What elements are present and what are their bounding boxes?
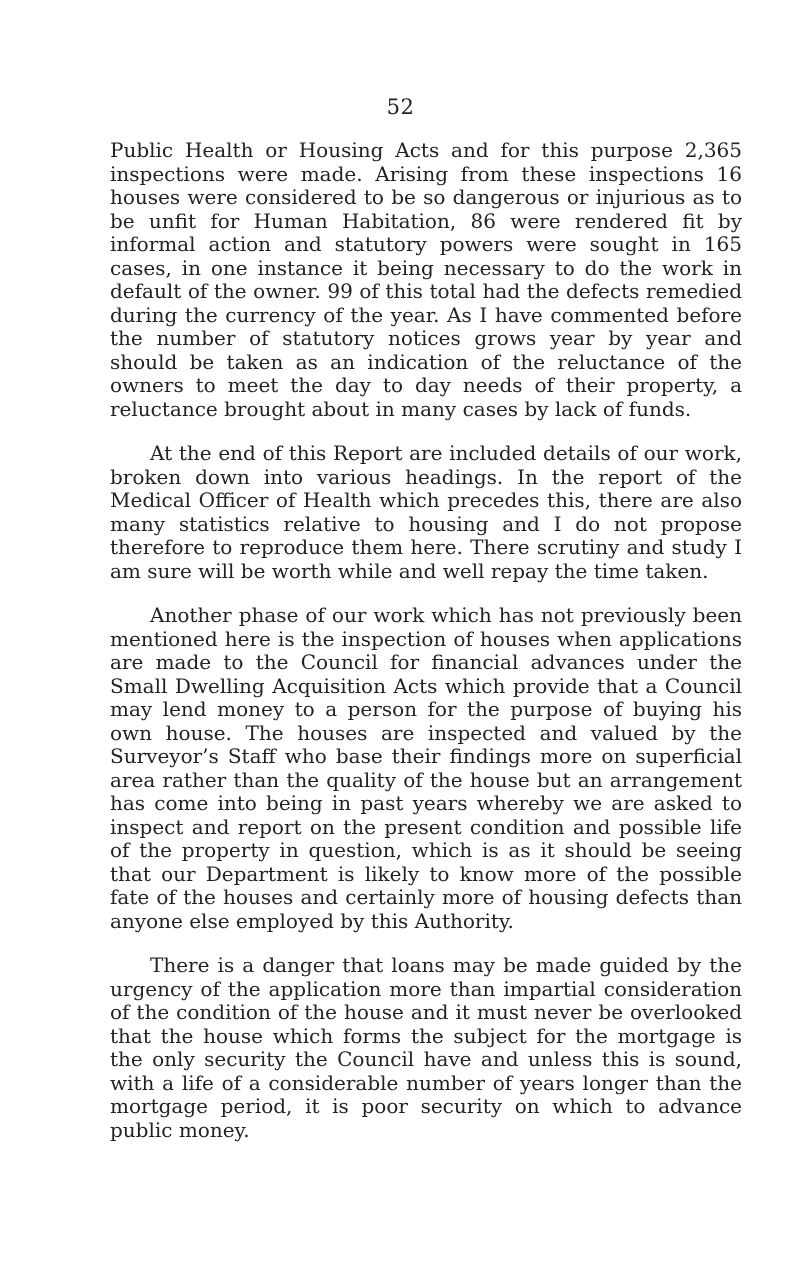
page-number: 52 — [386, 95, 415, 119]
body-text — [110, 139, 742, 1163]
paragraph: Another phase of our work which has not previously been mentioned here is the inspection of houses when applications are made to the Council for financial advances under the Small Dwelling Acquisition Acts which provide that a Council may lend money to a person for the purpose of buying his own house. The houses are inspected and valued by the Surveyor’s Staff who base their findings more on superficial area rather than the quality of the house but an arrangement has come into being in past years whereby we are asked to inspect and report on the present condition and possible life of the property in question, which is as it should be seeing that our Department is likely to know more of the possible fate of the houses and certainly more of housing defects than anyone else employed by this Authority. — [110, 603, 742, 933]
paragraph: Public Health or Housing Acts and for this purpose 2,365 inspections were made. Arising from these inspections 16 houses were considered to be so dangerous or injurious as to be unfit for Human Habitation, 86 were rendered fit by informal action and statutory powers were sought in 165 cases, in one instance it being necessary to do the work in default of the owner. 99 of this total had the defects remedied during the currency of the year. As I have commented before the number of statutory notices grows year by year and should be taken as an indication of the reluctance of the owners to meet the day to day needs of their property, a reluctance brought about in many cases by lack of funds. — [110, 138, 742, 421]
paragraph: At the end of this Report are included details of our work, broken down into various headings. In the report of the Medical Officer of Health which precedes this, there are also many statistics relative to housing and I do not propose therefore to reproduce them here. There scrutiny and study I am sure will be worth while and well repay the time taken. — [110, 441, 742, 583]
paragraph: There is a danger that loans may be made guided by the urgency of the application more than impartial consideration of the condition of the house and it must never be overlooked that the house which forms the subject for the mortgage is the only security the Council have and unless this is sound, with a life of a considerable number of years longer than the mortgage period, it is poor security on which to advance public money. — [110, 953, 742, 1142]
